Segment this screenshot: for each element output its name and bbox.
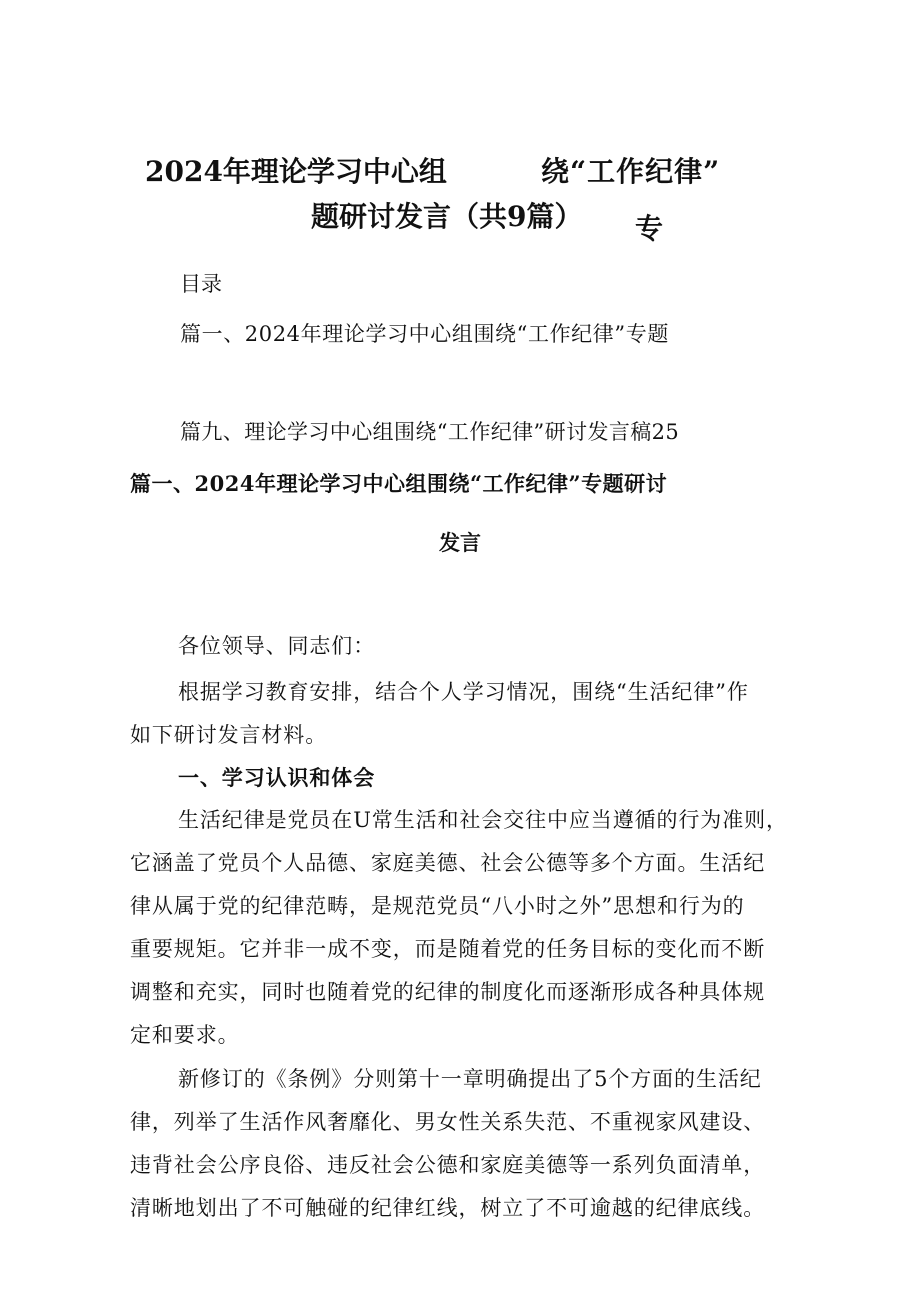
- toc-heading: 目录: [180, 272, 222, 296]
- body-text-line: 律，列举了生活作风奢靡化、男女性关系失范、不重视家风建设、: [130, 1110, 766, 1134]
- body-text-line: 根据学习教育安排，结合个人学习情况，围绕“生活纪律”作: [178, 680, 749, 704]
- body-text-line: 重要规矩。它并非一成不变，而是随着党的任务目标的变化而不断: [130, 937, 766, 961]
- document-title-part1: 2024年理论学习中心组: [145, 155, 447, 188]
- body-text-line: 生活纪律是党员在U常生活和社会交往中应当遵循的行为准则，: [178, 808, 788, 832]
- document-title-line2: 题研讨发言（共9篇）: [311, 200, 583, 233]
- document-title-part2: 绕“工作纪律”: [541, 155, 721, 188]
- body-text-line: 律从属于党的纪律范畴，是规范党员“八小时之外”思想和行为的: [130, 894, 745, 918]
- subheading: 一、学习认识和体会: [178, 765, 376, 790]
- section-heading-continuation: 发言: [439, 530, 481, 555]
- toc-item: 篇一、2024年理论学习中心组围绕“工作纪律”专题: [180, 322, 669, 346]
- body-text-line: 违背社会公序良俗、违反社会公德和家庭美德等一系列负面清单，: [130, 1153, 766, 1177]
- toc-item: 篇九、理论学习中心组围绕“工作纪律”研讨发言稿25: [180, 420, 680, 444]
- body-text-line: 清晰地划出了不可触碰的纪律红线，树立了不可逾越的纪律底线。: [130, 1196, 766, 1220]
- body-text-line: 如下研讨发言材料。: [130, 723, 328, 747]
- body-text-line: 定和要求。: [130, 1023, 240, 1047]
- body-text-line: 新修订的《条例》分则第十一章明确提出了5个方面的生活纪: [178, 1067, 762, 1091]
- document-title-fragment: 专: [635, 212, 664, 245]
- body-text-line: 它涵盖了党员个人品德、家庭美德、社会公德等多个方面。生活纪: [130, 851, 766, 875]
- salutation: 各位领导、同志们：: [178, 634, 376, 658]
- body-text-line: 调整和充实，同时也随着党的纪律的制度化而逐渐形成各种具体规: [130, 980, 766, 1004]
- section-heading: 篇一、2024年理论学习中心组围绕“工作纪律”专题研讨: [130, 471, 668, 496]
